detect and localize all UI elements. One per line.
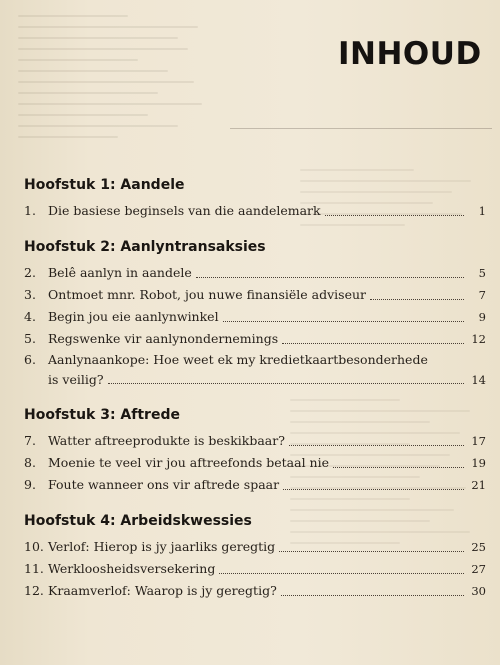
toc-entry[interactable] [24,350,486,390]
toc-entry[interactable] [24,284,486,306]
page-number: 27 [471,562,486,576]
entry-title: Watter aftreeprodukte is beskikbaar? [48,433,285,448]
page-title: INHOUD [338,36,482,72]
entry-title: Regswenke vir aanlynondernemings [48,331,279,346]
entry-number: 6. [24,352,36,367]
entry-title: Werkloosheidsversekering [48,561,216,576]
toc-entry[interactable] [24,452,486,474]
entry-title-line-1: Aanlynaankope: Hoe weet ek my kredietkaartbesonderhede [48,352,428,367]
page-number: 12 [471,332,486,346]
toc-entry[interactable] [24,536,486,558]
entry-number: 12. [24,583,44,598]
entry-number: 8. [24,455,36,470]
page-number: 17 [471,434,486,448]
chapter-1-section [24,176,486,222]
page-number: 7 [478,288,486,302]
entry-title: Ontmoet mnr. Robot, jou nuwe finansiële adviseur [48,287,366,302]
bleed-through-text [18,6,218,146]
chapter-4-section [24,512,486,602]
entry-number: 1. [24,203,36,218]
entry-number: 11. [24,561,44,576]
entry-title: Moenie te veel vir jou aftreefonds betaal nie [48,455,330,470]
dot-leader [333,467,464,468]
page-number: 14 [471,373,486,387]
entry-number: 4. [24,309,36,324]
chapter-heading: Hoofstuk 1: Aandele [24,177,185,193]
entry-number: 9. [24,477,36,492]
dot-leader [108,383,464,384]
toc-entry[interactable] [24,430,486,452]
dot-leader [282,343,464,344]
entry-number: 7. [24,433,36,448]
dot-leader [281,595,464,596]
page-number: 25 [471,540,486,554]
toc-entry[interactable] [24,200,486,222]
page-number: 30 [471,584,486,598]
dot-leader [223,321,464,322]
entry-title: Kraamverlof: Waarop is jy geregtig? [48,583,277,598]
dot-leader [283,489,464,490]
chapter-heading: Hoofstuk 3: Aftrede [24,407,180,423]
toc-entry[interactable] [24,306,486,328]
title-divider [230,128,492,129]
chapter-heading: Hoofstuk 2: Aanlyntransaksies [24,239,266,255]
entry-number: 3. [24,287,36,302]
toc-entry[interactable] [24,328,486,350]
entry-number: 10. [24,539,44,554]
chapter-heading: Hoofstuk 4: Arbeidskwessies [24,513,252,529]
chapter-3-section [24,406,486,496]
entry-title: Die basiese beginsels van die aandelemark [48,203,321,218]
dot-leader [279,551,464,552]
page-number: 1 [478,204,486,218]
entry-title: Foute wanneer ons vir aftrede spaar [48,477,280,492]
page-number: 19 [471,456,486,470]
dot-leader [370,299,464,300]
entry-title: Verlof: Hierop is jy jaarliks geregtig [48,539,276,554]
toc-entry[interactable] [24,580,486,602]
chapter-2-section [24,238,486,390]
toc-entry[interactable] [24,558,486,580]
entry-number: 5. [24,331,36,346]
entry-title: Begin jou eie aanlynwinkel [48,309,219,324]
entry-number: 2. [24,265,36,280]
toc-entry[interactable] [24,262,486,284]
dot-leader [289,445,464,446]
dot-leader [196,277,464,278]
page-number: 21 [471,478,486,492]
toc-entry[interactable] [24,474,486,496]
page-number: 5 [478,266,486,280]
dot-leader [325,215,464,216]
entry-title-line-2: is veilig? [48,372,104,387]
dot-leader [219,573,464,574]
table-of-contents [24,176,486,618]
entry-title: Belê aanlyn in aandele [48,265,192,280]
page-number: 9 [478,310,486,324]
